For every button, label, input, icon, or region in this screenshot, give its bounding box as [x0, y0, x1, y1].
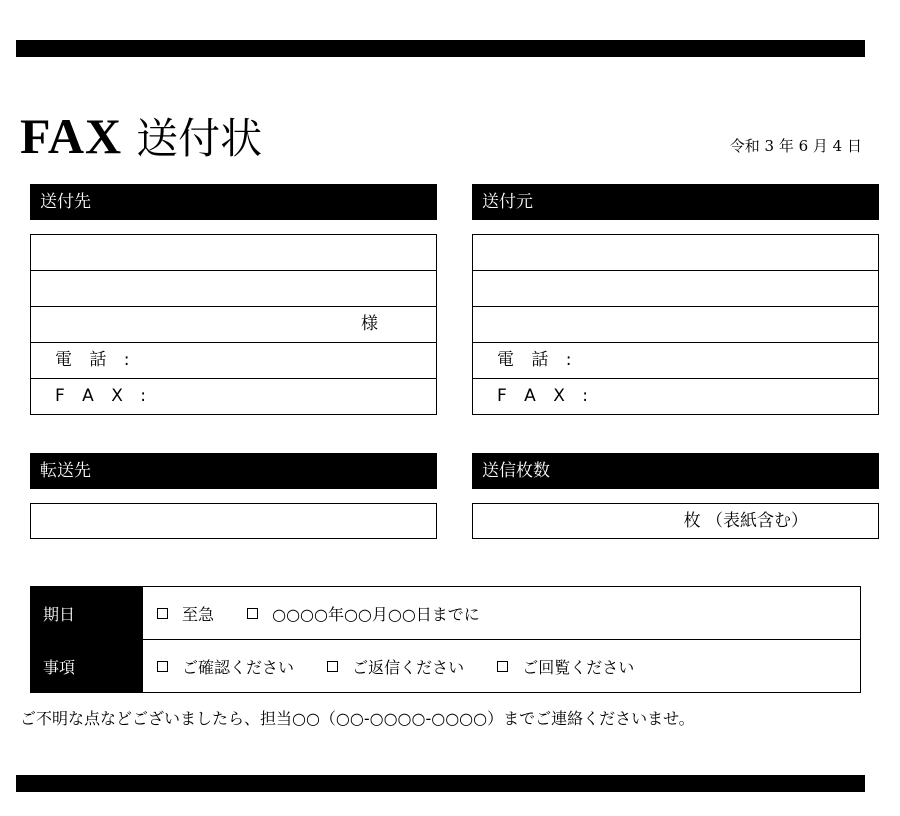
checkbox-icon[interactable]	[497, 661, 508, 672]
option-please-confirm[interactable]	[157, 655, 294, 678]
option-label: ○○○○年○○月○○日までに	[272, 604, 480, 624]
recipient-department-field[interactable]	[31, 270, 436, 306]
sender-section	[472, 184, 879, 415]
matters-table	[30, 586, 861, 693]
recipient-fax-field[interactable]	[31, 378, 436, 414]
bottom-rule	[16, 775, 865, 792]
option-please-reply[interactable]	[327, 655, 464, 678]
honorific-label: 様	[361, 314, 378, 334]
recipient-company-field[interactable]	[31, 235, 436, 270]
recipient-section	[30, 184, 437, 415]
sender-box	[472, 234, 879, 415]
pages-field[interactable]: 枚 （表紙含む）	[472, 503, 879, 539]
action-row	[31, 640, 861, 693]
recipient-box	[30, 234, 437, 415]
sender-phone-label: 電 話 :	[497, 350, 578, 370]
option-please-circulate[interactable]	[497, 655, 634, 678]
action-options	[143, 640, 861, 693]
recipient-fax-label: F A X :	[55, 386, 152, 406]
recipient-name-field[interactable]	[31, 306, 436, 342]
pages-header: 送信枚数	[472, 453, 879, 489]
deadline-label: 期日	[31, 587, 143, 640]
deadline-options	[143, 587, 861, 640]
top-rule	[16, 40, 865, 57]
document-title	[20, 106, 262, 166]
recipient-header: 送付先	[30, 184, 437, 220]
document-date: 令和 3 年 6 月 4 日	[729, 137, 862, 155]
recipient-phone-label: 電 話 :	[55, 350, 136, 370]
sender-company-field[interactable]	[473, 235, 878, 270]
contact-note: ご不明な点などございましたら、担当○○（○○-○○○○-○○○○）までご連絡くださいませ。	[20, 709, 695, 728]
checkbox-icon[interactable]	[157, 608, 168, 619]
sender-phone-field[interactable]	[473, 342, 878, 378]
checkbox-icon[interactable]	[157, 661, 168, 672]
forward-header: 転送先	[30, 453, 437, 489]
sender-name-field[interactable]	[473, 306, 878, 342]
option-label: ご回覧ください	[522, 657, 635, 677]
option-due-date[interactable]	[247, 602, 480, 625]
checkbox-icon[interactable]	[327, 661, 338, 672]
option-label: ご返信ください	[352, 657, 465, 677]
action-label: 事項	[31, 640, 143, 693]
title-fax: FAX	[20, 108, 123, 164]
sender-fax-label: F A X :	[497, 386, 594, 406]
option-label: 至急	[182, 604, 215, 624]
pages-section	[472, 453, 879, 539]
checkbox-icon[interactable]	[247, 608, 258, 619]
sender-fax-field[interactable]	[473, 378, 878, 414]
option-urgent[interactable]	[157, 602, 214, 625]
title-cover-sheet: 送付状	[136, 114, 263, 163]
sender-department-field[interactable]	[473, 270, 878, 306]
deadline-row	[31, 587, 861, 640]
forward-field[interactable]	[30, 503, 437, 539]
forward-section	[30, 453, 437, 539]
sender-header: 送付元	[472, 184, 879, 220]
recipient-phone-field[interactable]	[31, 342, 436, 378]
option-label: ご確認ください	[182, 657, 295, 677]
